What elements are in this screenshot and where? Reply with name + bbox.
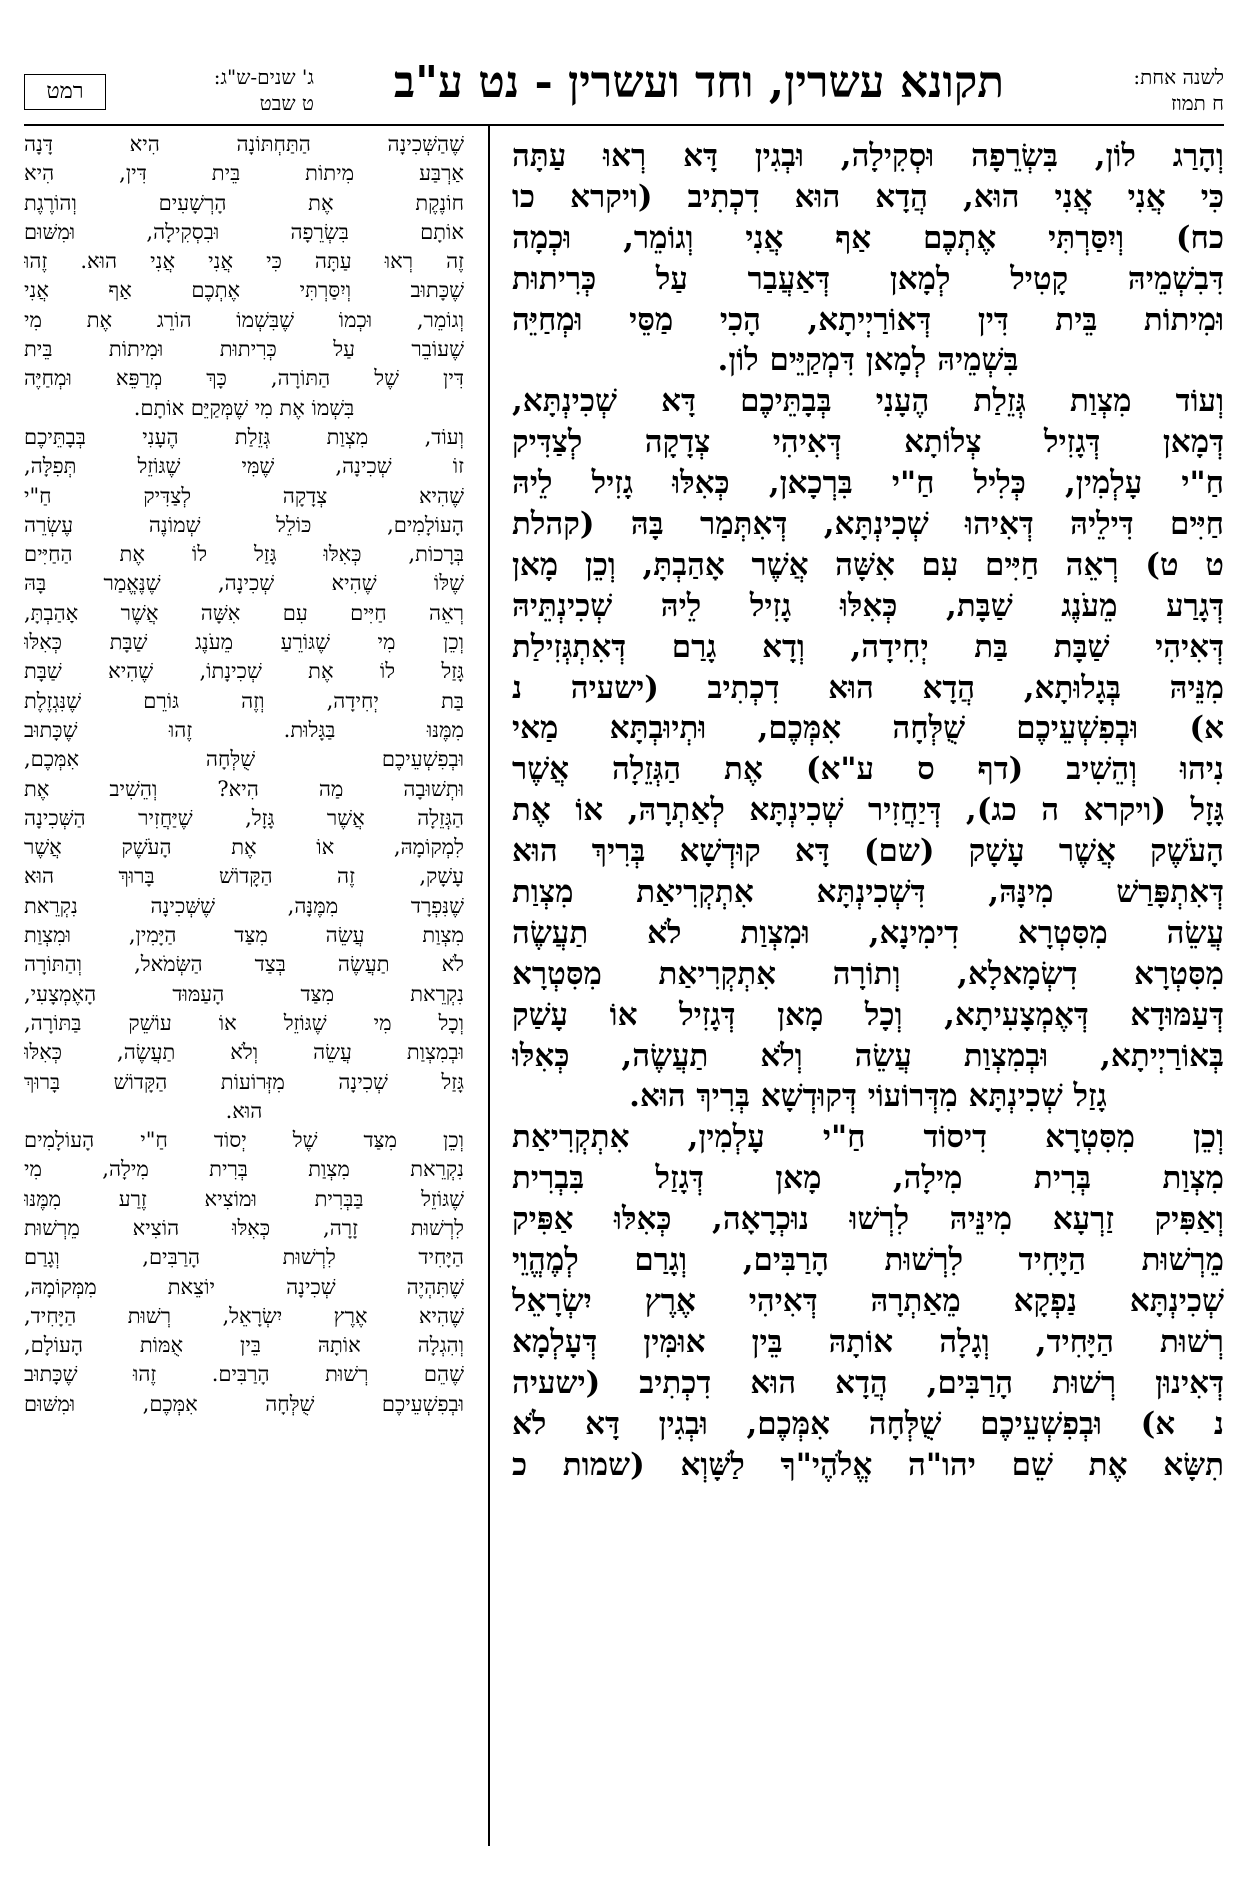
main-text-line: וְעוֹד מִצְוַת גְּזֵלַת הֶעָנִי בְּבָתֵּיכֶם דָּא שְׁכִינְתָּא, [512,383,1224,420]
commentary-line: שֶׁעוֹבֵר עַל כְּרִיתוּת וּמִיתוֹת בֵּית [24,337,464,362]
commentary-line: מִמֶּנּוּ בַּגָּלוּת. זֶהוּ שֶׁכָּתוּב [24,717,464,742]
main-text-line: דְּאִינוּן רְשׁוּת הָרַבִּים, הֲדָא הוּא דִכְתִיב (ישעיה [512,1364,1224,1401]
commentary-line: מִצְוַת עֲשֵׂה מִצַּד הַיָּמִין, וּמִצְוַת [24,923,464,948]
commentary-line: לִמְקוֹמָהּ, אוֹ אֶת הָעֹשֶׁק אֲשֶׁר [24,835,464,860]
main-text-line: וּמִיתוֹת בֵּית דִּין דְּאוֹרַיְיתָא, הָכִי מַסֵּי וּמְחַיֵּה [512,301,1224,338]
main-text-line: חַ"י עָלְמִין, כְּלִיל חַ"י בִּרְכָאן, כְּאִלּוּ גָזִיל לֵיהּ [512,465,1224,502]
commentary-line: אוֹתָם בִּשְׂרֵפָה וּבִסְקִילָה, וּמִשּׁוּם [24,219,464,244]
commentary-line: עָשָׁק, זֶה הַקָּדוֹשׁ בָּרוּךְ הוּא [24,864,464,889]
commentary-column [24,130,464,1419]
commentary-line: וְכֵן מִי שֶׁגּוֹרֵעַ מֵעֹנֶג שַׁבָּת כְּאִלּוּ [24,630,464,655]
commentary-line: הַיָּחִיד לִרְשׁוּת הָרַבִּים, וְגָרַם [24,1245,464,1270]
main-text-line: שְׁכִינְתָּא נַפְקָא מֵאַתְרָהּ דְּאִיהִי אֶרֶץ יִשְׂרָאֵל [512,1282,1224,1319]
commentary-line: שֶׁהִיא צְדָקָה לְצַדִּיק חַ"י [24,483,464,508]
commentary-line: שֶׁגּוֹזֵל בַּבְּרִית וּמוֹצִיא זֶרַע מִמֶּנּוּ [24,1186,464,1211]
commentary-line: שֶׁהַשְּׁכִינָה הַתַּחְתּוֹנָה הִיא דָּנָה [24,132,464,156]
main-text-line: כִּי אֲנִי אֲנִי הוּא, הֲדָא הוּא דִכְתִיב (ויקרא כו [512,178,1224,215]
schedule-three-years-date: ט שבט [259,91,314,115]
main-text-line: וְכֵן מִסִּטְרָא דִיסוֹד חַ"י עָלְמִין, אִתְקְרִיאַת [512,1119,1224,1156]
commentary-line: שֶׁהִיא אֶרֶץ יִשְׂרָאֵל, רְשׁוּת הַיָּחִיד, [24,1303,464,1328]
main-text-line: דְּאִיהִי שַׁבָּת בַּת יְחִידָה, וְדָא גָרַם דְּאִתְגְּזִילַת [512,628,1224,665]
page-title: תקונא עשרין, וחד ועשרין - נט ע"ב [393,57,1005,108]
commentary-line: בְּרָכוֹת, כְּאִלּוּ גָּזַל לוֹ אֶת הַחַיִּים [24,542,464,567]
main-text-line: מֵרְשׁוּת הַיָּחִיד לִרְשׁוּת הָרַבִּים, וְגָרַם לְמֶהֱוֵי [512,1242,1224,1279]
main-text-line: בִּשְׁמֵיהּ לְמָאן דִּמְקַיֵּים לוֹן. [717,342,1019,379]
commentary-line: שֶׁהֵם רְשׁוּת הָרַבִּים. זֶהוּ שֶׁכָּתוּב [24,1362,464,1387]
commentary-line: זֶה רְאוּ עַתָּה כִּי אֲנִי אֲנִי הוּא. זֶהוּ [24,249,464,274]
commentary-line: גָּזַל לוֹ אֶת שְׁכִינָתוֹ, שֶׁהִיא שַׁבָּת [24,659,464,684]
commentary-line: וּבְפִשְׁעֵיכֶם שֻׁלְּחָה אִמְּכֶם, [24,747,464,772]
commentary-line: לֹא תַעֲשֶׂה בְּצַד הַשְּׂמֹאל, וְהַתּוֹרָה [24,952,464,977]
commentary-line: וְכֵן מִצַּד שֶׁל יְסוֹד חַ"י הָעוֹלָמִים [24,1128,464,1153]
main-text-line: הָעֹשֶׁק אֲשֶׁר עָשָׁק (שם) דָּא קוּדְשָׁא בְּרִיךְ הוּא [512,833,1224,870]
commentary-line: נִקְרֵאת מִצַּד הָעַמּוּד הָאֶמְצָעִי, [24,981,464,1006]
commentary-line: וְהִגְלָה אוֹתָהּ בֵּין אֻמּוֹת הָעוֹלָם, [24,1333,464,1358]
commentary-line: וְגוֹמֵר, וּכְמוֹ שֶׁבִּשְׁמוֹ הוֹרֵג אֶת מִי [24,307,464,332]
page [24,28,1224,1858]
commentary-line: וּבְפִשְׁעֵיכֶם שֻׁלְּחָה אִמְּכֶם, וּמִשּׁוּם [24,1391,464,1416]
commentary-line: רְאֵה חַיִּים עִם אִשָּׁה אֲשֶׁר אָהַבְתָּ, [24,600,464,625]
commentary-line: גָּזַל שְׁכִינָה מִזְּרוֹעוֹת הַקָּדוֹשׁ בָּרוּךְ [24,1069,464,1094]
commentary-line: וְעוֹד, מִצְוַת גְּזֵלַת הֶעָנִי בְּבָתֵּיכֶם [24,424,464,449]
main-text-line: מִסִּטְרָא דִשְׂמָאלָא, וְתוֹרָה אִתְקְרִיאַת מִסִּטְרָא [512,955,1224,992]
main-text-line: דְּאִתְפָּרַשׁ מִינָּהּ, דִּשְׁכִינְתָּא אִתְקְרִיאַת מִצְוַת [512,874,1224,911]
main-text-line: עֲשֵׂה מִסִּטְרָא דִימִינָא, וּמִצְוַת לֹא תַעֲשֶׂה [512,914,1224,951]
column-divider [488,124,490,1846]
schedule-one-year [1094,64,1224,116]
main-text-line: נִיהוּ וְהֵשִׁיב (דף ס ע"א) אֶת הַגְּזֵלָה אֲשֶׁר [512,751,1224,788]
main-text-line: מִנֵּיהּ בְּגָלוּתָא, הֲדָא הוּא דִכְתִיב (ישעיה נ [512,669,1224,706]
main-text-column [512,136,1224,1485]
main-text-line: רְשׁוּת הַיָּחִיד, וְגָלָה אוֹתָהּ בֵּין אוּמִּין דְּעָלְמָא [512,1323,1224,1360]
main-text-line: דְּמָאן דְּגָזִיל צְלוֹתָא דְּאִיהִי צְדָקָה לְצַדִּיק [512,424,1224,461]
page-header [24,28,1224,126]
commentary-line: וּתְשׁוּבָה מַה הִיא? וְהֵשִׁיב אֶת [24,776,464,801]
commentary-line: שֶׁכָּתוּב וְיִסַּרְתִּי אֶתְכֶם אַף אֲנִי [24,278,464,303]
main-text-line: דִּבִשְׁמֵיהּ קָטִיל לְמָאן דְּאַעֲבַר עַל כְּרִיתוּת [512,260,1224,297]
main-text-line: כח) וְיִסַּרְתִּי אֶתְכֶם אַף אֲנִי וְגוֹמֵר, וּכְמָה [512,219,1224,256]
main-text-line: תִשָּׂא אֶת שֵׁם יהו"ה אֱלֹהֶי"ךָ לַשָּׁוְא (שמות כ [512,1446,1224,1483]
commentary-line: וּבְמִצְוַת עֲשֵׂה וְלֹא תַעֲשֶׂה, כְּאִלּוּ [24,1040,464,1065]
main-text-line: גָּזָל (ויקרא ה כג), דְּיַחֲזִיר שְׁכִינְתָּא לְאַתְרָהּ, אוֹ אֶת [512,792,1224,829]
commentary-line: זוֹ שְׁכִינָה, שֶׁמִּי שֶׁגּוֹזֵל תְּפִלָּה, [24,454,464,479]
main-text-line: בְּאוֹרַיְיתָא, וּבְמִצְוַת עֲשֵׂה וְלֹא תַעֲשֶׂה, כְּאִלּוּ [512,1037,1224,1074]
commentary-line: שֶׁתִּהְיֶה שְׁכִינָה יוֹצֵאת מִמְּקוֹמָהּ, [24,1274,464,1299]
schedule-one-year-date: ח תמוז [1171,91,1224,115]
main-text-line: מִצְוַת בְּרִית מִילָה, מָאן דְּגָזַל בִּבְרִית [512,1160,1224,1197]
commentary-line: וְכָל מִי שֶׁגּוֹזֵל אוֹ עוֹשֵׁק בַּתּוֹרָה, [24,1010,464,1035]
commentary-line: שֶׁנִּפְרָד מִמֶּנָּה, שֶׁשְּׁכִינָה נִקְרֵאת [24,893,464,918]
commentary-line: נִקְרֵאת מִצְוַת בְּרִית מִילָה, מִי [24,1157,464,1182]
main-text-line: ט ט) רְאֵה חַיִּים עִם אִשָּׁה אֲשֶׁר אָהַבְתָּ, וְכֵן מָאן [512,546,1224,583]
page-number: רמט [24,74,106,110]
commentary-line: שֶׁלּוֹ שֶׁהִיא שְׁכִינָה, שֶׁנֶּאֱמַר בָּהּ [24,571,464,596]
commentary-line: לִרְשׁוּת זָרָה, כְּאִלּוּ הוֹצִיא מֵרְשׁוּת [24,1215,464,1240]
commentary-line: אַרְבַּע מִיתוֹת בֵּית דִּין, הִיא [24,161,464,186]
commentary-line: בִּשְׁמוֹ אֶת מִי שֶׁמְּקַיֵּם אוֹתָם. [133,395,355,420]
main-text-line: וְהָרַג לוֹן, בִּשְׂרֵפָה וּסְקִילָה, וּבְגִין דָּא רְאוּ עַתָּה [512,138,1224,174]
commentary-line: חוֹנֶקֶת אֶת הָרְשָׁעִים וְהוֹרֶגֶת [24,190,464,215]
main-text-line: דְּגָרַע מֵעֹנֶג שַׁבָּת, כְּאִלּוּ גָזִיל לֵיהּ שְׁכִינְתֵּיהּ [512,587,1224,624]
schedule-three-years-label: ג' שנים-ש"ג: [213,65,314,89]
commentary-line: בַּת יְחִידָה, וְזֶה גּוֹרֵם שֶׁנִּגְזֶלֶת [24,688,464,713]
main-text-line: נ א) וּבְפִשְׁעֵיכֶם שֻׁלְּחָה אִמְּכֶם, וּבְגִין דָּא לֹא [512,1405,1224,1442]
main-text-line: גָזַל שְׁכִינְתָּא מִדְּרוֹעוֹי דְּקוּדְשָׁא בְּרִיךְ הוּא. [629,1078,1107,1115]
commentary-line: הַגְּזֵלָה אֲשֶׁר גָּזָל, שֶׁיַּחֲזִיר הַשְּׁכִינָה [24,805,464,830]
commentary-line: דִּין שֶׁל הַתּוֹרָה, כָּךְ מְרַפֵּא וּמְחַיֶּה [24,366,464,391]
main-text-line: חַיִּים דִּילֵיהּ דְּאִיהוּ שְׁכִינְתָּא, דְּאִתְּמַר בָּהּ (קהלת [512,506,1224,543]
commentary-line: הוּא. [225,1098,263,1123]
main-text-line: דְּעַמּוּדָא דְּאֶמְצָעִיתָא, וְכָל מָאן דְּגָזִיל אוֹ עָשַׁק [512,996,1224,1033]
commentary-line: הָעוֹלָמִים, כּוֹלֵל שְׁמוֹנֶה עֶשְׂרֵה [24,512,464,537]
schedule-three-years [134,64,314,116]
main-text-line: וְאַפִּיק זַרְעָא מִינֵּיהּ לִרְשׁוּ נוּכְרָאָה, כְּאִלּוּ אַפִּיק [512,1201,1224,1238]
schedule-one-year-label: לשנה אחת: [1133,65,1224,89]
main-text-line: א) וּבְפִשְׁעֵיכֶם שֻׁלְּחָה אִמְּכֶם, וּתְיוּבְתָּא מַאי [512,710,1224,747]
